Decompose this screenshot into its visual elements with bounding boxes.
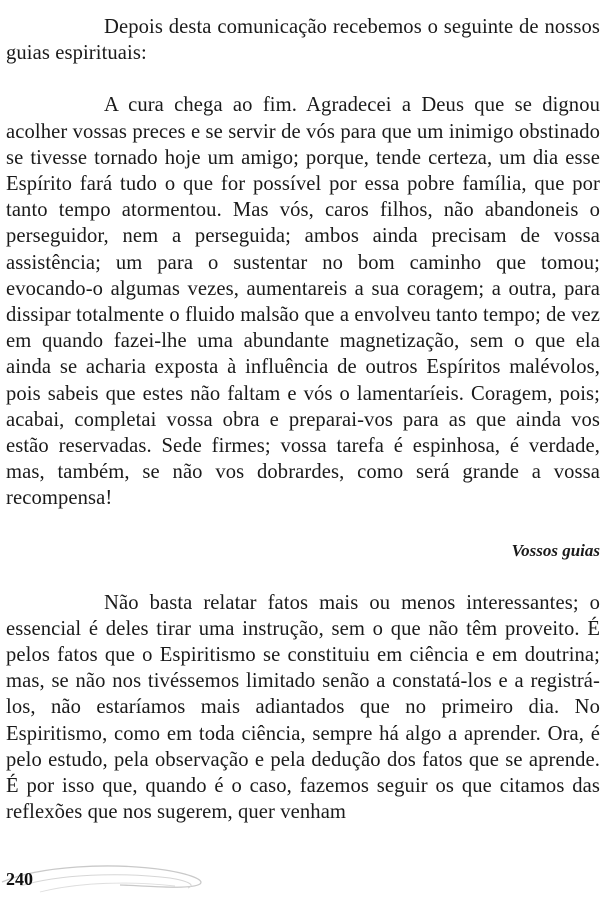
signature: Vossos guias <box>511 540 600 560</box>
page-body <box>6 14 600 825</box>
page-number: 240 <box>6 869 33 889</box>
intro-paragraph: Depois desta comunicação recebemos o seguinte de nossos guias espirituais: <box>6 16 600 65</box>
commentary-paragraph: Não basta relatar fatos mais ou menos interessantes; o essencial é deles tirar uma instrução, sem o que não têm proveito. É pelos fatos que o Espiritismo se constituiu em ciência e em doutrina; mas, se não nos tivéssemos limitado senão a constatá-los e a registrá-los, não estaríamos mais adiantados que no primeiro dia. No Espiritismo, como em toda ciência, sempre há algo a aprender. Ora, é pelo estudo, pela observação e pela dedução dos fatos que se aprende. É por isso que, quando é o caso, fazemos seguir os que citamos das reflexões que nos sugerem, quer venham <box>6 591 600 824</box>
spirit-message-paragraph: A cura chega ao fim. Agradecei a Deus que se dignou acolher vossas preces e se servir de vós para que um inimigo obstinado se tivesse tornado hoje um amigo; porque, tende certeza, um dia esse Espírito fará tudo o que for possível por essa pobre família, que por tanto tempo atormentou. Mas vós, caros filhos, não abandoneis o perseguidor, nem a perseguida; ambos ainda precisam de vossa assistência; um para o sustentar no bom caminho que tomou; evocando-o algumas vezes, aumentareis a sua coragem; a outra, para dissipar totalmente o fluido malsão que a envolveu tanto tempo; de vez em quando fazei-lhe uma abundante magnetização, sem o que ela ainda se acharia exposta à influência de outros Espíritos malévolos, pois sabeis que estes não faltam e vós o lamentaríeis. Coragem, pois; acabai, completai vossa obra e preparai-vos para as que ainda vos estão reservadas. Sede firmes; vossa tarefa é espinhosa, é verdade, mas, também, se não vos dobrardes, como será grande a vossa recompensa! <box>6 94 600 510</box>
